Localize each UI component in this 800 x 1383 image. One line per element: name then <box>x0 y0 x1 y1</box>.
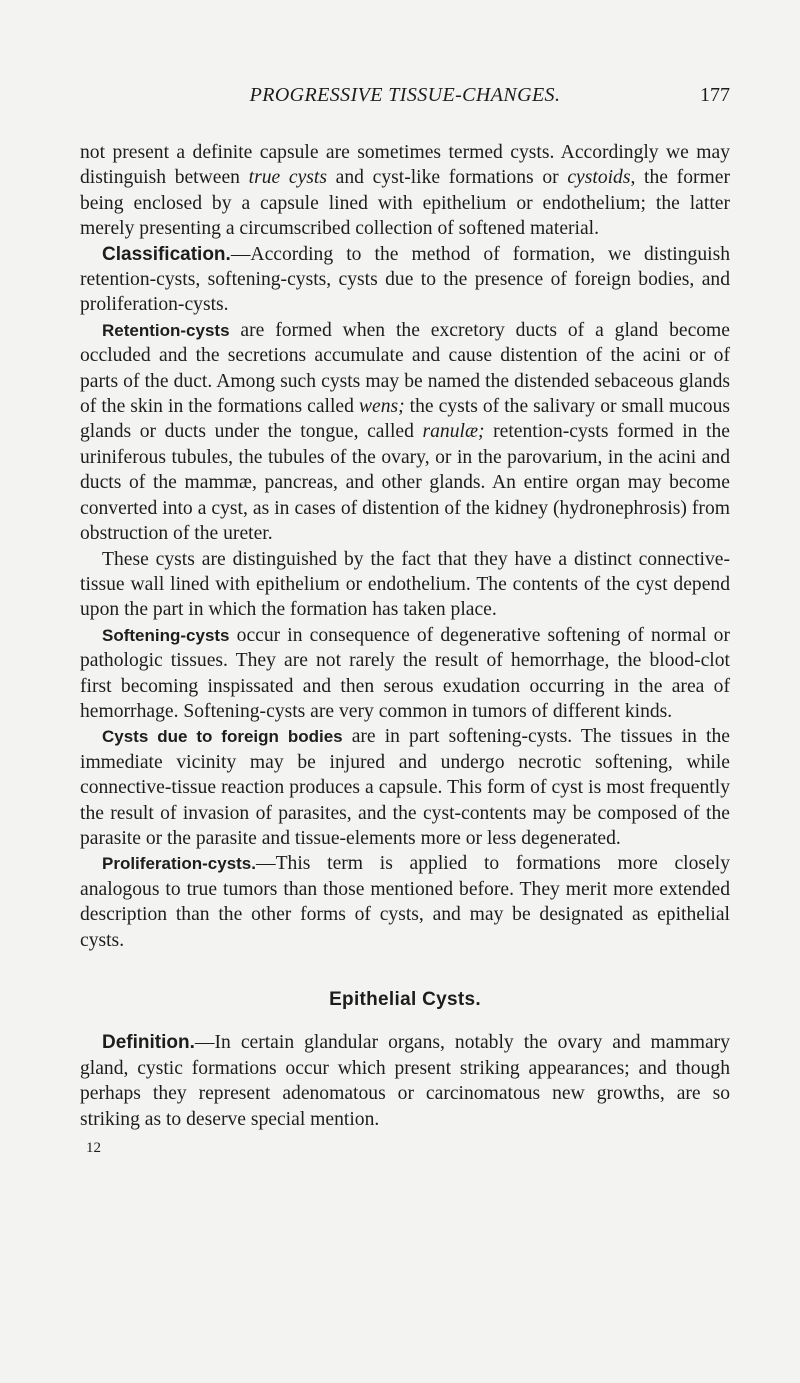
section-heading: Epithelial Cysts. <box>329 989 481 1010</box>
paragraph-classification: Classification.—According to the method of formation, we distinguish retention-cysts, softening-cysts, cysts due to the presence of foreign bodies, and proliferation-cysts. <box>80 243 730 316</box>
runin-heading: Cysts due to foreign bodies <box>102 727 343 747</box>
paragraph-definition: Definition.—In certain glandular organs, notably the ovary and mammary gland, cystic formations occur which present striking appearances; and though perhaps they represent adenomatous or carcinomatous new growths, are so striking as to deserve special mention. <box>80 1032 730 1130</box>
runin-heading: Retention-cysts <box>102 320 230 340</box>
runin-heading: Classification. <box>102 243 231 265</box>
body-text <box>80 140 730 1161</box>
paragraph-retention-cysts: Retention-cysts are formed when the excretory ducts of a gland become occluded and the secretions accumulate and cause distention of the acini or of parts of the duct. Among such cysts may be named the distended sebaceous glands of the skin in the formations called wens; the cysts of the salivary or small mucous glands or ducts under the tongue, called ranulæ; retention-cysts formed in the uriniferous tubules, the tubules of the ovary, or in the parovarium, in the acini and ducts of the mammæ, pancreas, and other glands. An entire organ may become converted into a cyst, as in cases of distention of the kidney (hydronephrosis) from obstruction of the ureter. <box>80 319 730 545</box>
page-number: 177 <box>700 84 730 106</box>
runin-heading: Proliferation-cysts. <box>102 854 256 874</box>
signature-mark: 12 <box>86 1140 101 1157</box>
running-header <box>80 84 730 110</box>
paragraph-cyst-wall: These cysts are distinguished by the fact that they have a distinct connective-tissue wall lined with epithelium or endothelium. The contents of the cyst depend upon the part in which the formation has taken place. <box>80 548 730 621</box>
runin-heading: Softening-cysts <box>102 625 230 645</box>
runin-heading: Definition. <box>102 1032 195 1054</box>
paragraph-continuation: not present a definite capsule are sometimes termed cysts. Accordingly we may distinguish between true cysts and cyst-like formations or cystoids, the former being enclosed by a capsule lined with epithelium or endothelium; the latter merely presenting a circumscribed collection of softened material. <box>80 142 730 240</box>
paragraph-proliferation-cysts: Proliferation-cysts.—This term is applied to formations more closely analogous to true tumors than those mentioned before. They merit more extended description than the other forms of cysts, and may be designated as epithelial cysts. <box>80 853 730 951</box>
running-title: PROGRESSIVE TISSUE-CHANGES. <box>249 84 561 106</box>
paragraph-softening-cysts: Softening-cysts occur in consequence of degenerative softening of normal or pathologic tissues. They are not rarely the result of hemorrhage, the blood-clot first becoming inspissated and then serous exudation occurring in the area of hemorrhage. Softening-cysts are very common in tumors of different kinds. <box>80 624 730 722</box>
paragraph-foreign-bodies: Cysts due to foreign bodies are in part softening-cysts. The tissues in the immediate vicinity may be injured and undergo necrotic softening, while connective-tissue reaction produces a capsule. This form of cyst is most frequently the result of invasion of parasites, and the cyst-contents may be composed of the parasite or the parasite and tissue-elements more or less degenerated. <box>80 726 730 849</box>
